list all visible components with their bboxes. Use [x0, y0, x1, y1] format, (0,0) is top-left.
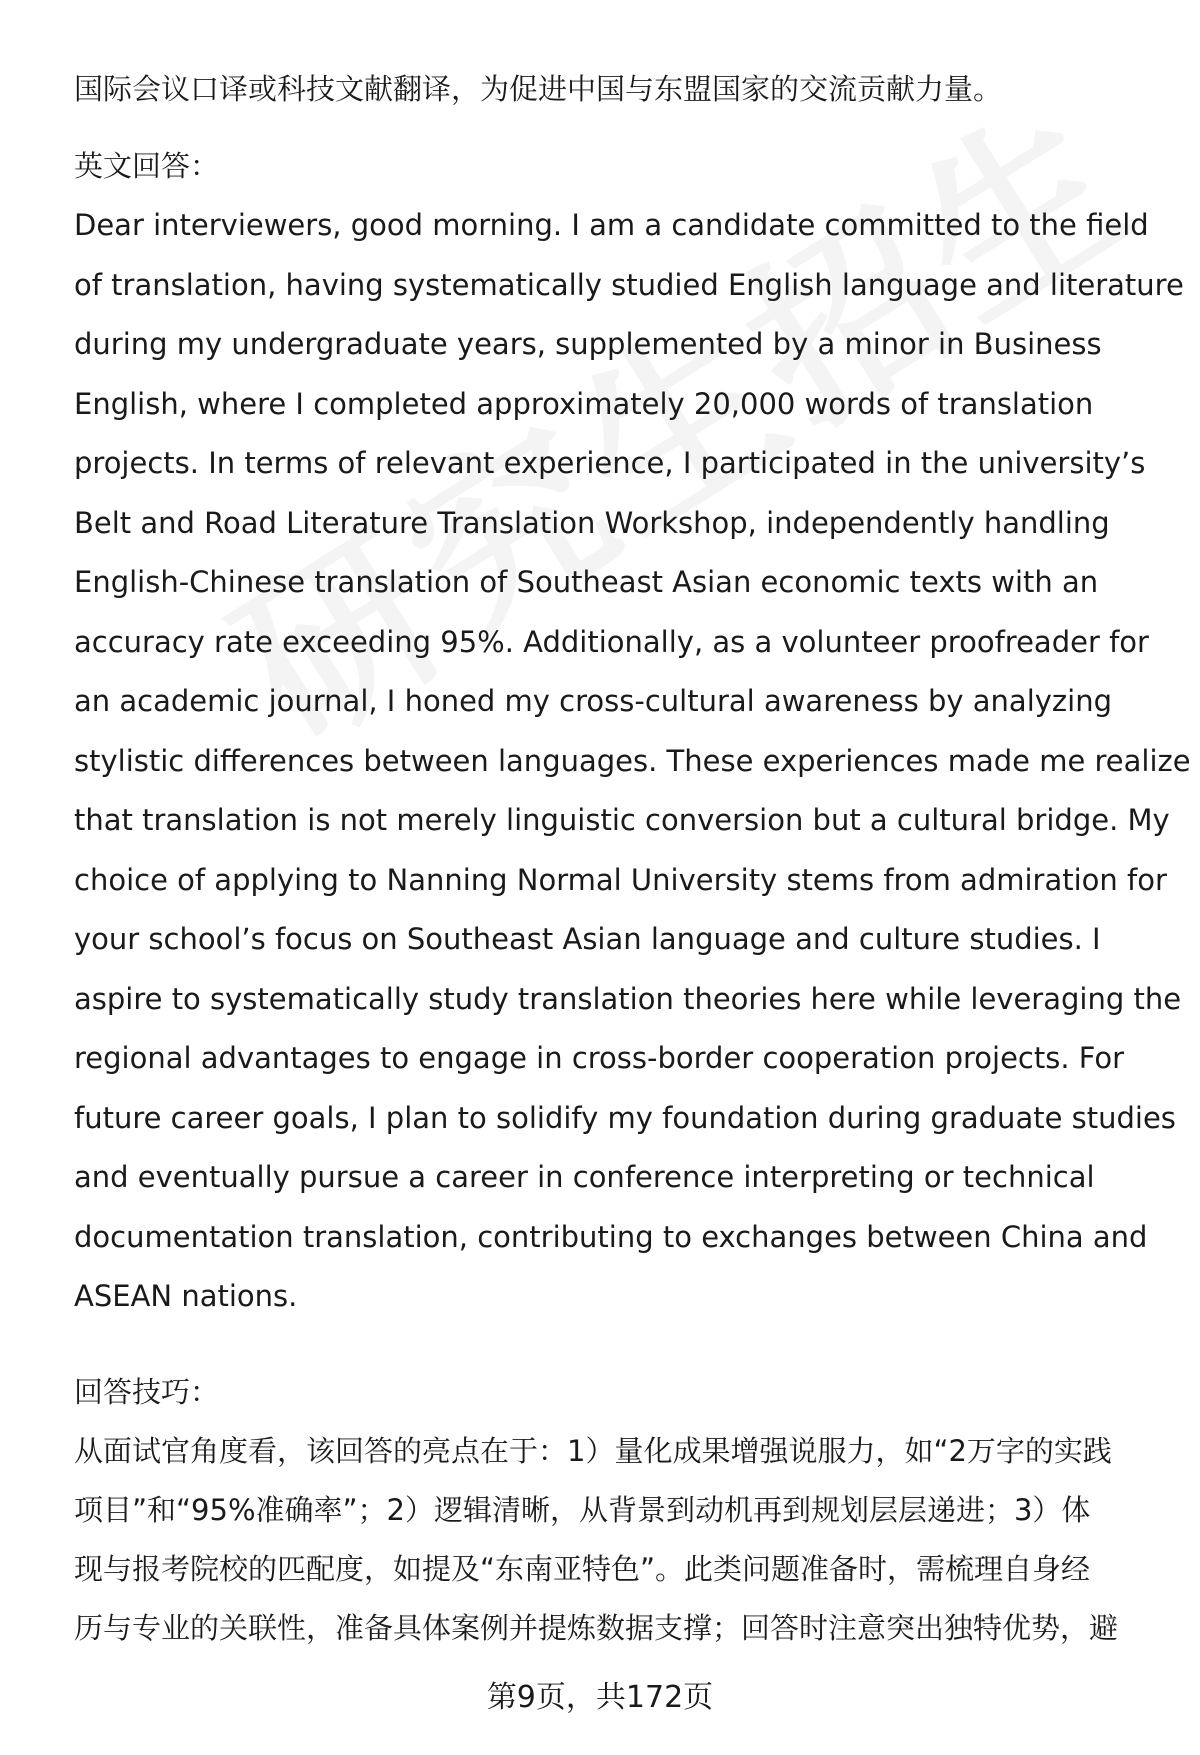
english-answer-line: projects. In terms of relevant experience, I participated in the university’s [74, 446, 1146, 480]
english-answer-line: documentation translation, contributing to exchanges between China and [74, 1219, 1148, 1254]
english-answer-line: English-Chinese translation of Southeast Asian economic texts with an [74, 565, 1099, 599]
answer-tips-line: 从面试官角度看，该回答的亮点在于：1）量化成果增强说服力，如“2万字的实践 [74, 1433, 1112, 1468]
page-content [74, 60, 1191, 1658]
answer-tips-line: 项目”和“95%准确率”；2）逻辑清晰，从背景到动机再到规划层层递进；3）体 [74, 1492, 1091, 1527]
english-answer-line: during my undergraduate years, supplemented by a minor in Business [74, 327, 1102, 361]
english-answer-line: Belt and Road Literature Translation Workshop, independently handling [74, 505, 1110, 540]
answer-tips-heading: 回答技巧： [74, 1374, 220, 1409]
english-answer-line: of translation, having systematically studied English language and literature [74, 267, 1184, 302]
intro-line: 国际会议口译或科技文献翻译，为促进中国与东盟国家的交流贡献力量。 [74, 72, 1003, 106]
english-answer-line: English, where I completed approximately 20,000 words of translation [74, 386, 1094, 421]
english-answer-line: ASEAN nations. [74, 1279, 298, 1313]
english-answer-line: choice of applying to Nanning Normal University stems from admiration for [74, 862, 1167, 897]
english-answer-line: your school’s focus on Southeast Asian language and culture studies. I [74, 922, 1101, 956]
english-answer-line: stylistic differences between languages. These experiences made me realize [74, 743, 1191, 778]
english-answer-line: accuracy rate exceeding 95%. Additionally, as a volunteer proofreader for [74, 624, 1149, 659]
english-answer-heading: 英文回答： [74, 149, 220, 183]
english-answer-line: an academic journal, I honed my cross-cultural awareness by analyzing [74, 684, 1112, 718]
english-answer-line: Dear interviewers, good morning. I am a candidate committed to the field [74, 208, 1149, 242]
english-answer-line: and eventually pursue a career in conference interpreting or technical [74, 1160, 1095, 1194]
answer-tips-paragraph [74, 1422, 1164, 1658]
english-answer-line: regional advantages to engage in cross-border cooperation projects. For [74, 1041, 1125, 1075]
english-answer-line: that translation is not merely linguistic conversion but a cultural bridge. My [74, 803, 1170, 837]
english-answer-line: aspire to systematically study translation theories here while leveraging the [74, 981, 1182, 1016]
answer-tips-line: 历与专业的关联性，准备具体案例并提炼数据支撑；回答时注意突出独特优势，避 [74, 1610, 1119, 1645]
answer-tips-line: 现与报考院校的匹配度，如提及“东南亚特色”。此类问题准备时，需梳理自身经 [74, 1551, 1091, 1586]
english-answer-line: future career goals, I plan to solidify my foundation during graduate studies [74, 1100, 1176, 1135]
page-number-footer: 第9页，共172页 [486, 1680, 714, 1715]
english-answer-paragraph [74, 196, 1191, 1327]
